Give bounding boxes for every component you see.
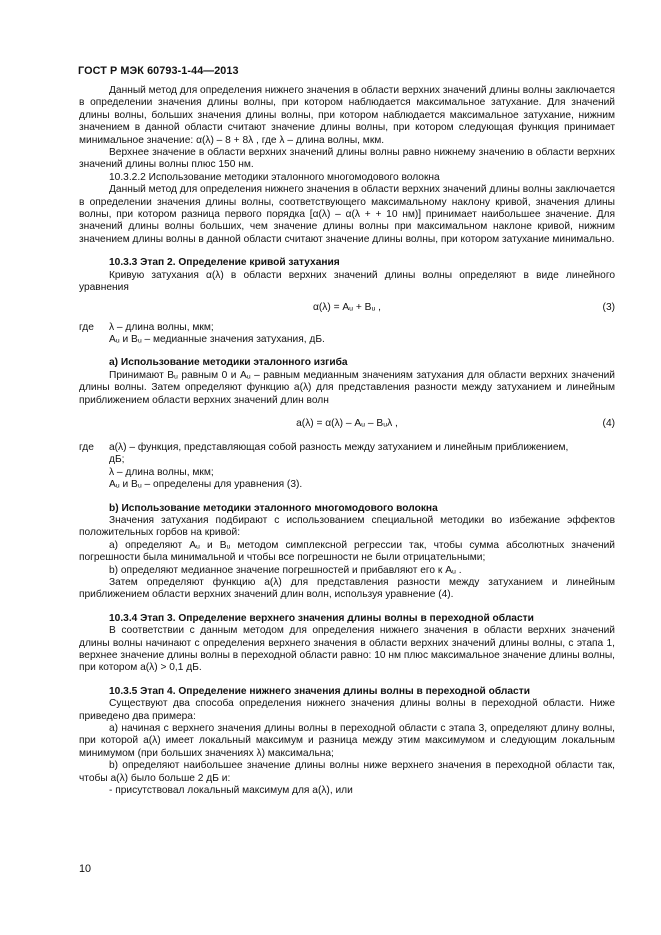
definition-line: Aᵤ и Bᵤ – определены для уравнения (3).	[109, 479, 303, 491]
paragraph: Данный метод для определения нижнего значения в области верхних значений длины волны заключается в определении значения длины волны, при котором наблюдается максимальное затухание. Для значений длины волны, больших значения длины волны, при котором наблюдается максимальное затухание, нижним значением в данной области считают значение длины волны, при котором следующая функция принимает минимальное значение: α(λ) – 8 + 8λ , где λ – длина волны, мкм.	[79, 85, 615, 146]
paragraph: Верхнее значение в области верхних значений длины волны равно нижнему значению в области верхних значений длины волны плюс 150 нм.	[79, 147, 615, 171]
paragraph: Кривую затухания α(λ) в области верхних значений длины волны определяют в виде линейного уравнения	[79, 269, 615, 294]
paragraph: В соответствии с данным методом для определения нижнего значения в области верхних значений длины волны начинают с определения верхнего значения в области верхних значений длины волны, с этапа 1, верхнее значение длины волны в переходной области равно: 10 нм плюс максимальное значение длины волны, при котором a(λ) > 0,1 дБ.	[79, 625, 615, 674]
paragraph: Данный метод для определения нижнего значения в области верхних значений длины волны заключается в определении значения длины волны, соответствующего максимальному наклону кривой, значения длины волны, при котором разница первого порядка [α(λ) – α(λ + + 10 нм)] принимает наибольшее значение. Для значений длины волны больших, чем значение длины волны при максимальном наклоне кривой, нижним значением длины волны в данной области считают значение длины волны, при котором затухание минимально.	[79, 184, 615, 245]
definition-line: λ – длина волны, мкм;	[109, 321, 214, 333]
subsection-title: 10.3.2.2 Использование методики эталонного многомодового волокна	[109, 171, 440, 183]
definition-line: a(λ) – функция, представляющая собой разность между затуханием и линейным приближением,	[109, 441, 569, 453]
definitions-block	[79, 442, 615, 492]
equation-number: (3)	[602, 301, 615, 313]
document-header: ГОСТ Р МЭК 60793-1-44—2013	[78, 65, 239, 77]
definitions-block	[79, 322, 615, 347]
section-heading: 10.3.5 Этап 4. Определение нижнего значения длины волны в переходной области	[109, 685, 530, 697]
paragraph: Принимают Bᵤ равным 0 и Aᵤ – равным медианным значениям затухания для области верхних значений длины волны. Затем определяют функцию a(λ) для представления разности между затуханием и линейным приближением области верхних значений длин волн	[79, 369, 615, 406]
section-heading: 10.3.3 Этап 2. Определение кривой затухания	[109, 257, 340, 269]
definition-line: дБ;	[109, 454, 125, 466]
paragraph: b) определяют медианное значение погрешностей и прибавляют его к Aᵤ .	[109, 564, 462, 576]
where-label: где	[79, 321, 94, 333]
equation-4	[79, 418, 615, 431]
section-heading: b) Использование методики эталонного многомодового волокна	[109, 502, 438, 514]
page-number: 10	[79, 863, 92, 875]
paragraph: a) определяют Aᵤ и Bᵤ методом симплексной регрессии так, чтобы сумма абсолютных значений погрешности была минимальной и чтобы все погрешности не были отрицательными;	[79, 539, 615, 564]
paragraph: Затем определяют функцию a(λ) для представления разности между затуханием и линейным приближением области верхних значений длин волн, используя уравнение (4).	[79, 577, 615, 601]
paragraph: a) начиная с верхнего значения длины волны в переходной области с этапа 3, определяют длину волны, при которой a(λ) имеет локальный максимум и разница между этим максимумом и следующим локальным минимумом (при больших значениях λ) максимальна;	[79, 723, 615, 759]
equation-3	[79, 302, 615, 315]
definition-line: λ – длина волны, мкм;	[109, 466, 214, 478]
paragraph: - присутствовал локальный максимум для a(λ), или	[109, 785, 353, 797]
equation-formula: α(λ) = Aᵤ + Bᵤ ,	[312, 301, 382, 313]
section-heading: а) Использование методики эталонного изгиба	[109, 357, 348, 369]
paragraph: Значения затухания подбирают с использованием специальной методики во избежание эффектов положительных горбов на кривой:	[79, 514, 615, 539]
section-heading: 10.3.4 Этап 3. Определение верхнего значения длины волны в переходной области	[109, 612, 534, 624]
paragraph: Существуют два способа определения нижнего значения длины волны в переходной области. Ниже приведено два примера:	[79, 698, 615, 722]
paragraph: b) определяют наибольшее значение длины волны ниже верхнего значения в переходной области так, чтобы a(λ) было больше 2 дБ и:	[79, 760, 615, 784]
where-label: где	[79, 441, 94, 453]
equation-number: (4)	[602, 417, 615, 429]
equation-formula: a(λ) = α(λ) – Aᵤ – Bᵤλ ,	[296, 417, 398, 429]
definition-line: Aᵤ и Bᵤ – медианные значения затухания, дБ.	[109, 333, 325, 345]
document-body	[79, 85, 615, 798]
